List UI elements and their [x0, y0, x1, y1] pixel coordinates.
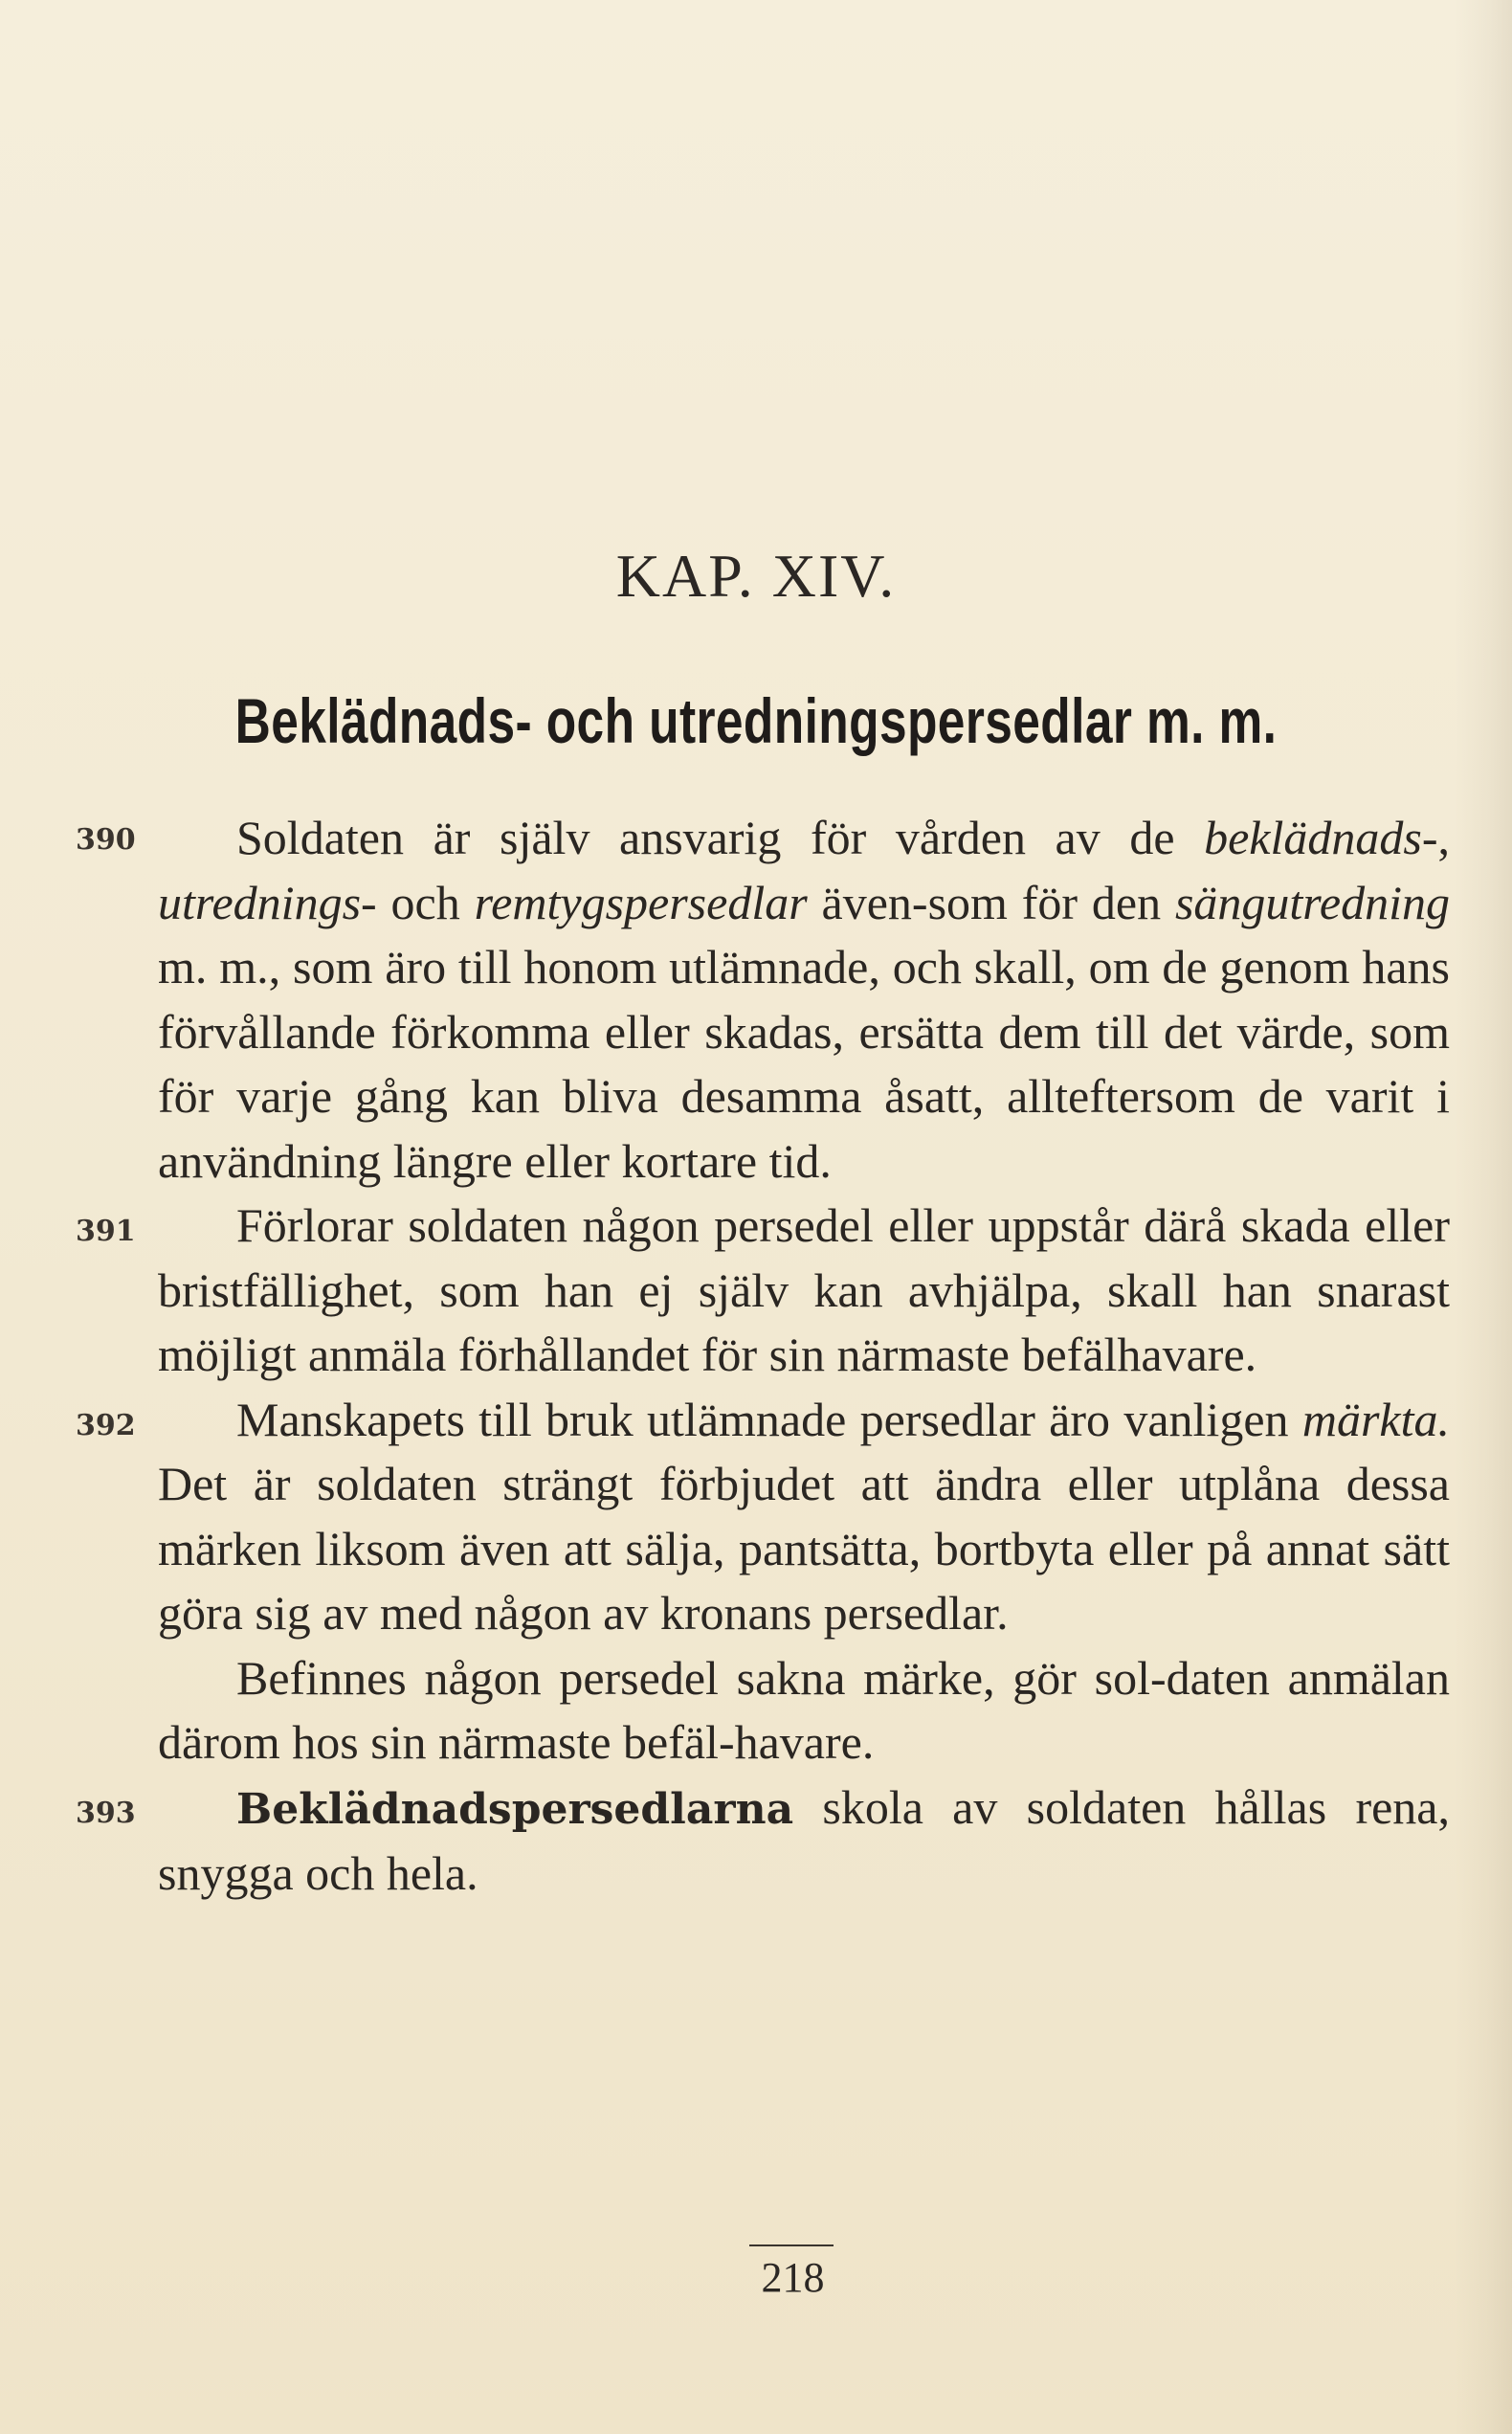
text-run: skola av soldaten hållas rena, snygga och hela.: [158, 1779, 1450, 1900]
chapter-title: KAP. XIV.: [615, 542, 897, 610]
text-run: m. m., som äro till honom utlämnade, och skall, om de genom hans förvållande förkomma eller skadas, ersätta dem till det värde, som för varje gång kan bliva desamma åsatt, allteftersom de varit i användning längre eller kortare tid.: [158, 940, 1450, 1188]
footer-rule: [749, 2244, 834, 2246]
paragraph-392: [76, 1388, 1450, 1646]
bold-term: Beklädnadspersedlarna: [236, 1784, 794, 1834]
italic-term: sängutredning: [1174, 875, 1450, 929]
italic-term: beklädnads-: [1204, 811, 1438, 864]
paragraph-number: 390: [76, 823, 136, 857]
text-run: Förlorar soldaten någon persedel eller uppstår därå skada eller bristfällighet, som han ej själv kan avhjälpa, skall han snarast möjligt anmäla förhållandet för sin närmaste befälhavare.: [158, 1198, 1450, 1381]
body-text: [76, 806, 1450, 1907]
italic-term: remtygspersedlar: [474, 875, 808, 929]
paragraph-number: 393: [76, 1796, 136, 1830]
paragraph-390: [76, 806, 1450, 1194]
page-number: 218: [761, 2254, 825, 2301]
text-run: Befinnes någon persedel sakna märke, gör sol-daten anmälan därom hos sin närmaste befäl-havare.: [158, 1650, 1450, 1769]
paragraph-392-continued: [158, 1646, 1450, 1775]
bleed-through-text: [153, 134, 1416, 183]
paragraph-number: 392: [76, 1408, 136, 1442]
page-edge-shadow: [1455, 0, 1512, 2434]
text-run: Soldaten är själv ansvarig för vården av de: [236, 811, 1205, 864]
italic-term: märkta.: [1301, 1392, 1450, 1446]
text-run: Det är soldaten strängt förbjudet att ändra eller utplåna dessa märken liksom även att sälja, pantsätta, bortbyta eller på annat sätt göra sig av med någon av kronans persedlar.: [158, 1457, 1450, 1640]
paragraph-number: 391: [76, 1215, 136, 1248]
text-run: även-som för den: [807, 875, 1175, 929]
text-run: Manskapets till bruk utlämnade persedlar äro vanligen: [236, 1392, 1302, 1446]
text-run: ,: [1437, 811, 1450, 864]
paragraph-393: [76, 1775, 1450, 1907]
text-run: och: [376, 875, 475, 929]
paragraph-391: [76, 1194, 1450, 1388]
italic-term: utrednings-: [158, 875, 377, 929]
section-heading: Beklädnads- och utredningspersedlar m. m.: [234, 685, 1278, 756]
